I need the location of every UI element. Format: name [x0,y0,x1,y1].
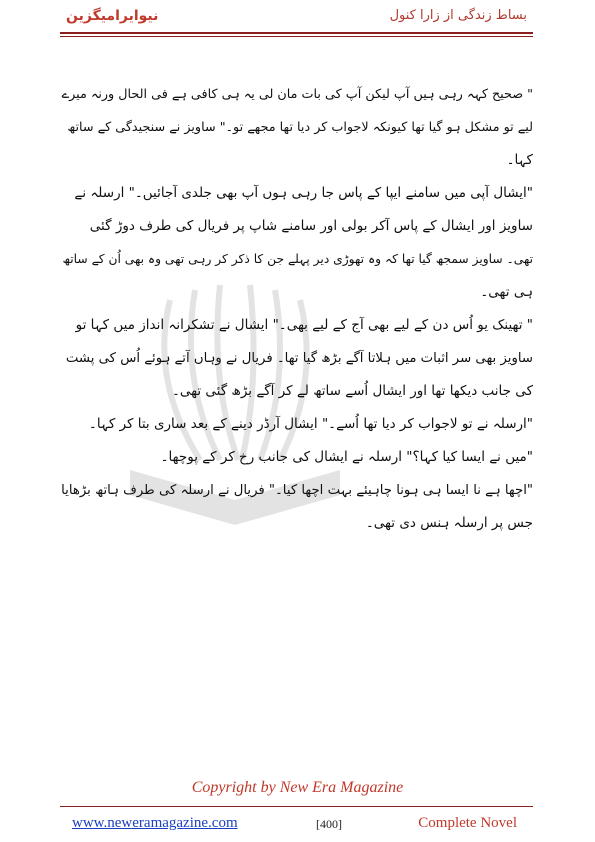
text-line: لیے تو مشکل ہو گیا تھا کیونکہ لاجواب کر دیا تھا مجھے تو۔" ساویز نے سنجیدگی کے ساتھ [67,120,533,135]
text-line: ساویز اور ایشال کے پاس آکر بولی اور سامنے شاپ پر فریال کی طرف دوڑ گئی [89,218,533,234]
paragraph [60,441,533,474]
article-body [60,78,533,540]
website-link[interactable]: www.neweramagazine.com [72,815,238,831]
novel-title: بساط زندگی از زارا کنول [389,8,527,23]
complete-novel-label: Complete Novel [418,815,517,831]
paragraph [60,78,533,177]
page-header [0,0,595,40]
text-line: تھی۔ ساویز سمجھ گیا تھا کہ وہ تھوڑی دیر پہلے جن کا ذکر کر رہی تھی وہ بھی اُن کے ساتھ [62,252,533,266]
footer-rule [60,806,533,807]
magazine-name: نیوایرامیگزین [66,8,159,24]
paragraph [60,474,533,540]
text-line: " تھینک یو اُس دن کے لیے بھی آج کے لیے بھی۔" ایشال نے تشکرانہ انداز میں کہا تو [75,317,533,333]
text-line: ساویز بھی سر اثبات میں ہلاتا آگے بڑھ گیا تھا۔ فریال نے وہاں آتے ہوئے اُس کی پشت [65,351,533,366]
page-number: [400] [316,817,342,831]
header-rule-thin [60,36,533,37]
copyright-notice: Copyright by New Era Magazine [191,779,404,796]
paragraph [60,408,533,441]
text-line: کی جانب دیکھا تھا اور ایشال اُسے ساتھ لے کر آگے بڑھ گئی تھی۔ [171,383,533,399]
text-line: ہی تھی۔ [480,284,533,300]
text-line: "ایشال آپی میں سامنے ایپا کے پاس جا رہی ہوں آپ بھی جلدی آجائیں۔" ارسلہ نے [74,185,533,201]
text-line: "اچھا ہے نا ایسا ہی ہونا چاہیئے بہت اچھا کیا۔" فریال نے ارسلہ کی طرف ہاتھ بڑھایا [61,483,533,498]
text-line: "میں نے ایسا کیا کہا؟" ارسلہ نے ایشال کی جانب رخ کر کے پوچھا۔ [160,449,533,465]
paragraph [60,309,533,408]
header-rule [60,32,533,34]
text-line: " صحیح کہہ رہی ہیں آپ لیکن آپ کی بات مان لی یہ ہی کافی ہے فی الحال ورنہ میرے [61,87,533,102]
text-line: "ارسلہ نے تو لاجواب کر دیا تھا اُسے۔" ایشال آرڈر دینے کے بعد ساری بتا کر کہا۔ [88,416,533,432]
text-line: جس پر ارسلہ ہنس دی تھی۔ [365,515,533,531]
text-line: کہا۔ [506,152,533,168]
paragraph [60,177,533,309]
